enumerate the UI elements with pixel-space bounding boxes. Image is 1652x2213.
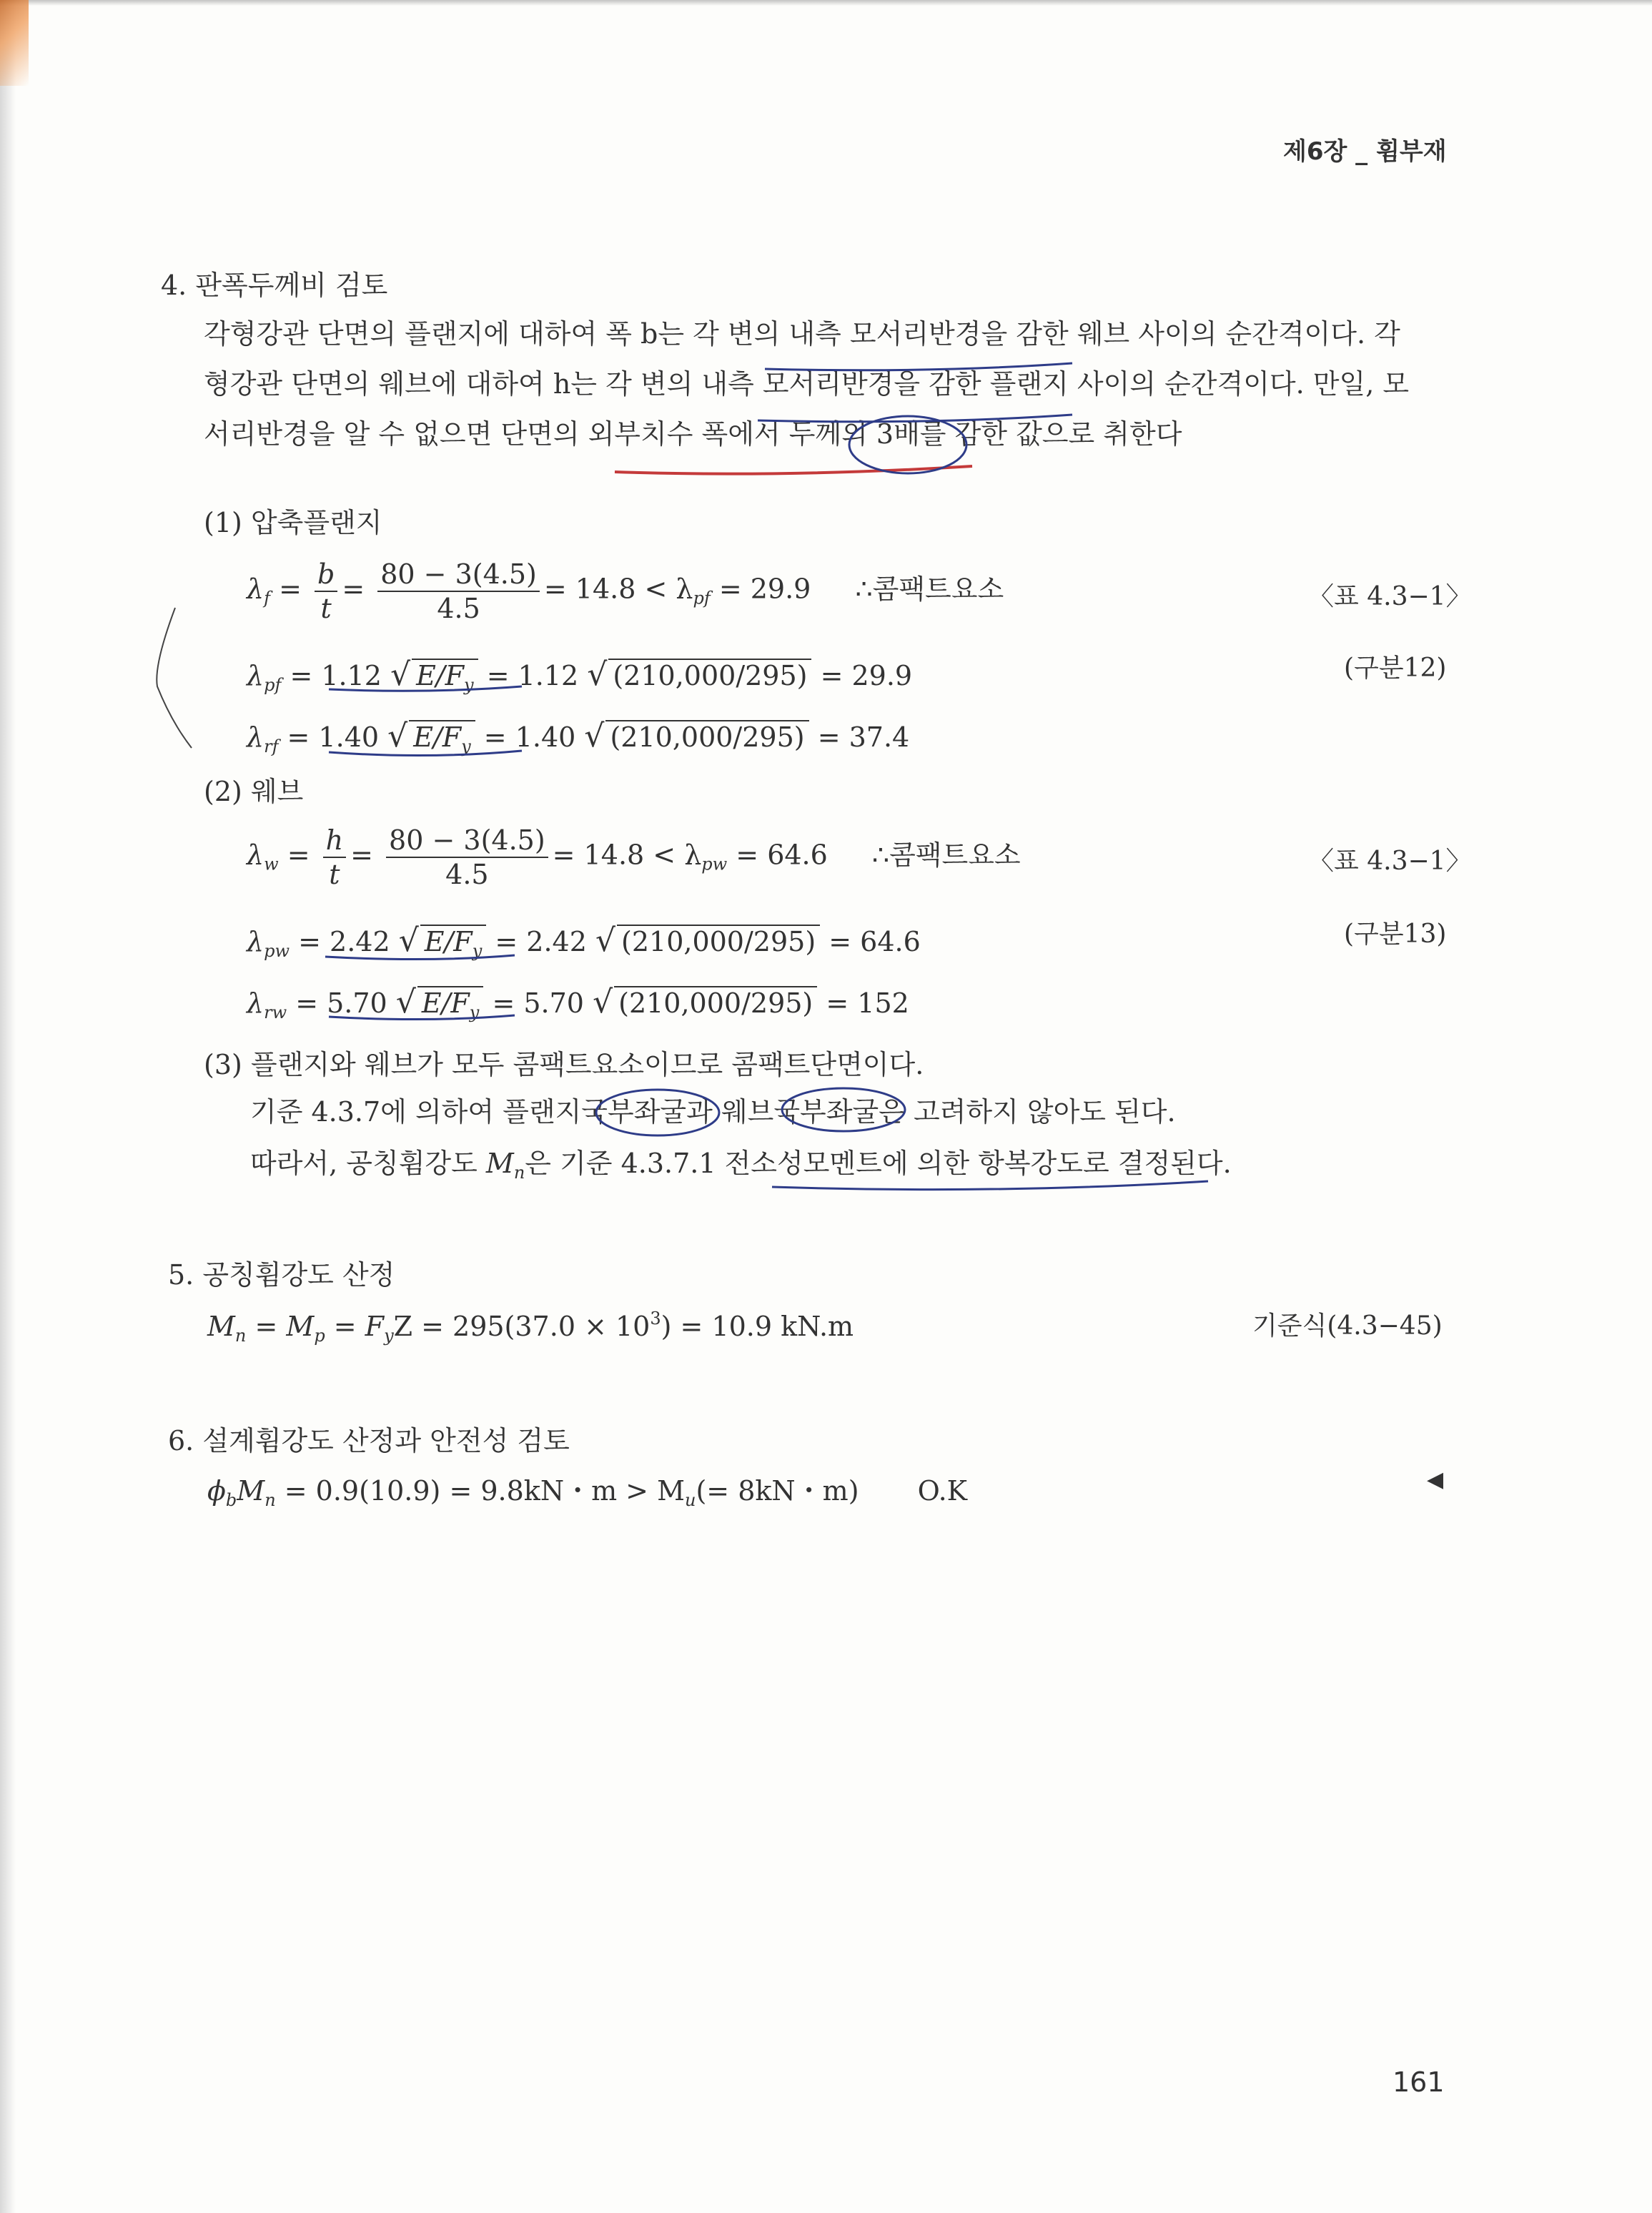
eq-lambda-pf: $\lambda_{pf} = 1.12$ √ $E/F_y = 1.12$ √ (210,000/295) = 29.9 bbox=[247, 656, 912, 701]
page-top-shadow bbox=[0, 0, 1652, 6]
eq-tail: ) = 10.9 kN.m bbox=[661, 1311, 854, 1342]
frac-den: 4.5 bbox=[445, 859, 489, 890]
eq-sub: b bbox=[225, 1490, 237, 1510]
eq-sup: 3 bbox=[650, 1308, 661, 1329]
sqrt-term-value: (210,000/295) bbox=[617, 925, 820, 957]
conclusion-compact: ∴콤팩트요소 bbox=[871, 839, 1021, 871]
eq-tail: = 64.6 bbox=[727, 839, 828, 871]
eq-sub: n bbox=[264, 1490, 276, 1510]
eq-mid: = 1.40 bbox=[483, 721, 576, 753]
eq-lambda-rf: $\lambda_{rf} = 1.40$ √ $E/F_y = 1.40$ √ (210,000/295) = 37.4 bbox=[247, 718, 909, 762]
subsection-3-line2: 기준 4.3.7에 의하여 플랜지국부좌굴과 웨브국부좌굴은 고려하지 않아도 된다. bbox=[250, 1096, 1176, 1128]
eq-lambda-w: $\lambda_w$ = $\frac{h}{t}$ = $\frac{80 - 3(4.5)}{4.5}$ = $14.8 < \lambda_{pw} = 64.6$ ∴콤팩트요소 bbox=[247, 824, 1021, 890]
chapter-header: 제6장 _ 휨부재 bbox=[1283, 137, 1447, 166]
section-4-para-line3: 서리반경을 알 수 없으면 단면의 외부치수 폭에서 두께의 3배를 감한 값으로 취한다 bbox=[204, 418, 1182, 450]
eq-mid: Z = 295(37.0 × 10 bbox=[393, 1311, 651, 1342]
frac-num: 80 − 3(4.5) bbox=[386, 824, 548, 858]
eq-sub: pw bbox=[264, 941, 290, 961]
eq-result: = 152 bbox=[826, 987, 909, 1019]
eq-rest: = 14.8 < λ bbox=[552, 839, 702, 871]
eq-M: M bbox=[237, 1475, 265, 1507]
subsection-3-line3 bbox=[250, 1141, 1232, 1183]
eq-coef: = 1.40 bbox=[287, 721, 380, 753]
eq-sub: pw bbox=[701, 854, 728, 874]
table-ref: 〈표 4.3−1〉 bbox=[1308, 847, 1472, 876]
eq-phi: ϕ bbox=[207, 1475, 226, 1507]
end-mark-icon: ◀ bbox=[1427, 1467, 1444, 1492]
eq-sub: n bbox=[513, 1163, 525, 1183]
subsection-3-line1: (3) 플랜지와 웨브가 모두 콤팩트요소이므로 콤팩트단면이다. bbox=[204, 1049, 924, 1080]
page-number: 161 bbox=[1393, 2066, 1445, 2098]
eq-mid: = M bbox=[246, 1311, 315, 1342]
red-underline bbox=[615, 466, 972, 474]
eq-sub: y bbox=[472, 941, 483, 961]
eq-M: M bbox=[207, 1311, 235, 1342]
eq-lambda-rw: $\lambda_{rw} = 5.70$ √ $E/F_y = 5.70$ √ (210,000/295) = 152 bbox=[247, 984, 909, 1028]
page-edge-shadow bbox=[0, 0, 16, 2213]
eq-result: = 37.4 bbox=[817, 721, 910, 753]
eq-sub: y bbox=[384, 1326, 394, 1346]
frac-den: t bbox=[320, 593, 332, 624]
eq-result: = 29.9 bbox=[820, 660, 913, 691]
line3-part-a: 따라서, 공칭휨강도 bbox=[250, 1148, 486, 1179]
page-corner bbox=[0, 0, 29, 86]
eq-sub: p bbox=[314, 1326, 325, 1346]
eq-sub: n bbox=[234, 1326, 247, 1346]
sqrt-term bbox=[412, 659, 478, 701]
eq-tail: (= 8kN・m) bbox=[696, 1475, 859, 1507]
frac-num: h bbox=[323, 824, 346, 858]
section-5-title: 5. 공칭휨강도 산정 bbox=[168, 1259, 395, 1291]
eq-coef: = 2.42 bbox=[298, 926, 390, 957]
eq-sub: w bbox=[264, 854, 279, 874]
sqrt-body: E/F bbox=[421, 987, 470, 1019]
eq-sub: y bbox=[464, 675, 474, 695]
ok-check: O.K bbox=[917, 1475, 968, 1507]
eq-sub: pf bbox=[693, 588, 711, 608]
eq-mid: = 1.12 bbox=[486, 660, 579, 691]
fraction-b-over-t bbox=[315, 558, 337, 625]
frac-den: 4.5 bbox=[437, 593, 480, 624]
category-ref: (구분12) bbox=[1344, 654, 1447, 683]
line3-M: M bbox=[485, 1148, 514, 1179]
eq-sub: rf bbox=[264, 736, 279, 756]
fraction-value bbox=[377, 558, 540, 625]
eq-sub: pf bbox=[264, 675, 282, 695]
section-4-para-line2: 형강관 단면의 웨브에 대하여 h는 각 변의 내측 모서리반경을 감한 플랜지 사이의 순간격이다. 만일, 모 bbox=[204, 368, 1410, 400]
eq-rest: = 14.8 < λ bbox=[543, 573, 693, 605]
fraction-value bbox=[386, 824, 548, 891]
sqrt-term bbox=[417, 986, 483, 1028]
eq-sub: y bbox=[469, 1002, 480, 1022]
eq-sub: y bbox=[461, 736, 471, 756]
fraction-h-over-t bbox=[323, 824, 346, 891]
section-4-title: 4. 판폭두께비 검토 bbox=[161, 270, 388, 301]
sqrt-term-value: (210,000/295) bbox=[608, 659, 811, 691]
eq-nominal-strength bbox=[207, 1308, 854, 1346]
eq-lambda-pw: $\lambda_{pw} = 2.42$ √ $E/F_y = 2.42$ √ (210,000/295) = 64.6 bbox=[247, 922, 921, 967]
sqrt-body: E/F bbox=[416, 660, 465, 691]
eq-design-strength bbox=[207, 1469, 967, 1510]
category-ref: (구분13) bbox=[1344, 920, 1447, 949]
eq-tail: = 29.9 bbox=[710, 573, 811, 605]
sqrt-body: E/F bbox=[413, 721, 462, 753]
eq-mid: = 5.70 bbox=[492, 987, 584, 1019]
sqrt-term bbox=[420, 925, 486, 967]
eq-sub: f bbox=[264, 588, 270, 608]
eq-coef: = 1.12 bbox=[290, 660, 382, 691]
eq-sub: rw bbox=[264, 1002, 287, 1022]
eq-sub: u bbox=[685, 1490, 696, 1510]
eq-result: = 64.6 bbox=[829, 926, 921, 957]
section-6-title: 6. 설계휨강도 산정과 안전성 검토 bbox=[168, 1425, 570, 1457]
frac-num: 80 − 3(4.5) bbox=[377, 558, 540, 592]
sqrt-term-value: (210,000/295) bbox=[614, 986, 817, 1019]
sqrt-body: E/F bbox=[424, 926, 473, 957]
eq-lambda-f: $\lambda_f$ = $\frac{b}{t}$ = $\frac{80 - 3(4.5)}{4.5}$ = $14.8 < \lambda_{pf} = 29.9$ ∴콤팩트요소 bbox=[247, 558, 1004, 624]
eq-mid: = 0.9(10.9) = 9.8kN・m > M bbox=[275, 1475, 686, 1507]
subsection-1-title: (1) 압축플랜지 bbox=[204, 507, 382, 538]
lambda-symbol: λ bbox=[247, 573, 264, 605]
eq-mid: = F bbox=[325, 1311, 385, 1342]
eq-mid: = 2.42 bbox=[495, 926, 587, 957]
sqrt-term-value: (210,000/295) bbox=[605, 720, 808, 753]
equation-ref: 기준식(4.3−45) bbox=[1252, 1311, 1443, 1341]
frac-num: b bbox=[315, 558, 337, 592]
line3-part-b: 은 기준 4.3.7.1 전소성모멘트에 의한 항복강도로 결정된다. bbox=[525, 1148, 1232, 1179]
subsection-2-title: (2) 웨브 bbox=[204, 776, 304, 807]
table-ref: 〈표 4.3−1〉 bbox=[1308, 582, 1472, 611]
sqrt-term bbox=[409, 720, 475, 762]
frac-den: t bbox=[329, 859, 340, 890]
conclusion-compact: ∴콤팩트요소 bbox=[855, 573, 1004, 605]
section-4-para-line1: 각형강관 단면의 플랜지에 대하여 폭 b는 각 변의 내측 모서리반경을 감한 웨브 사이의 순간격이다. 각 bbox=[204, 318, 1400, 350]
pen-bracket bbox=[157, 608, 192, 748]
eq-coef: = 5.70 bbox=[295, 987, 387, 1019]
